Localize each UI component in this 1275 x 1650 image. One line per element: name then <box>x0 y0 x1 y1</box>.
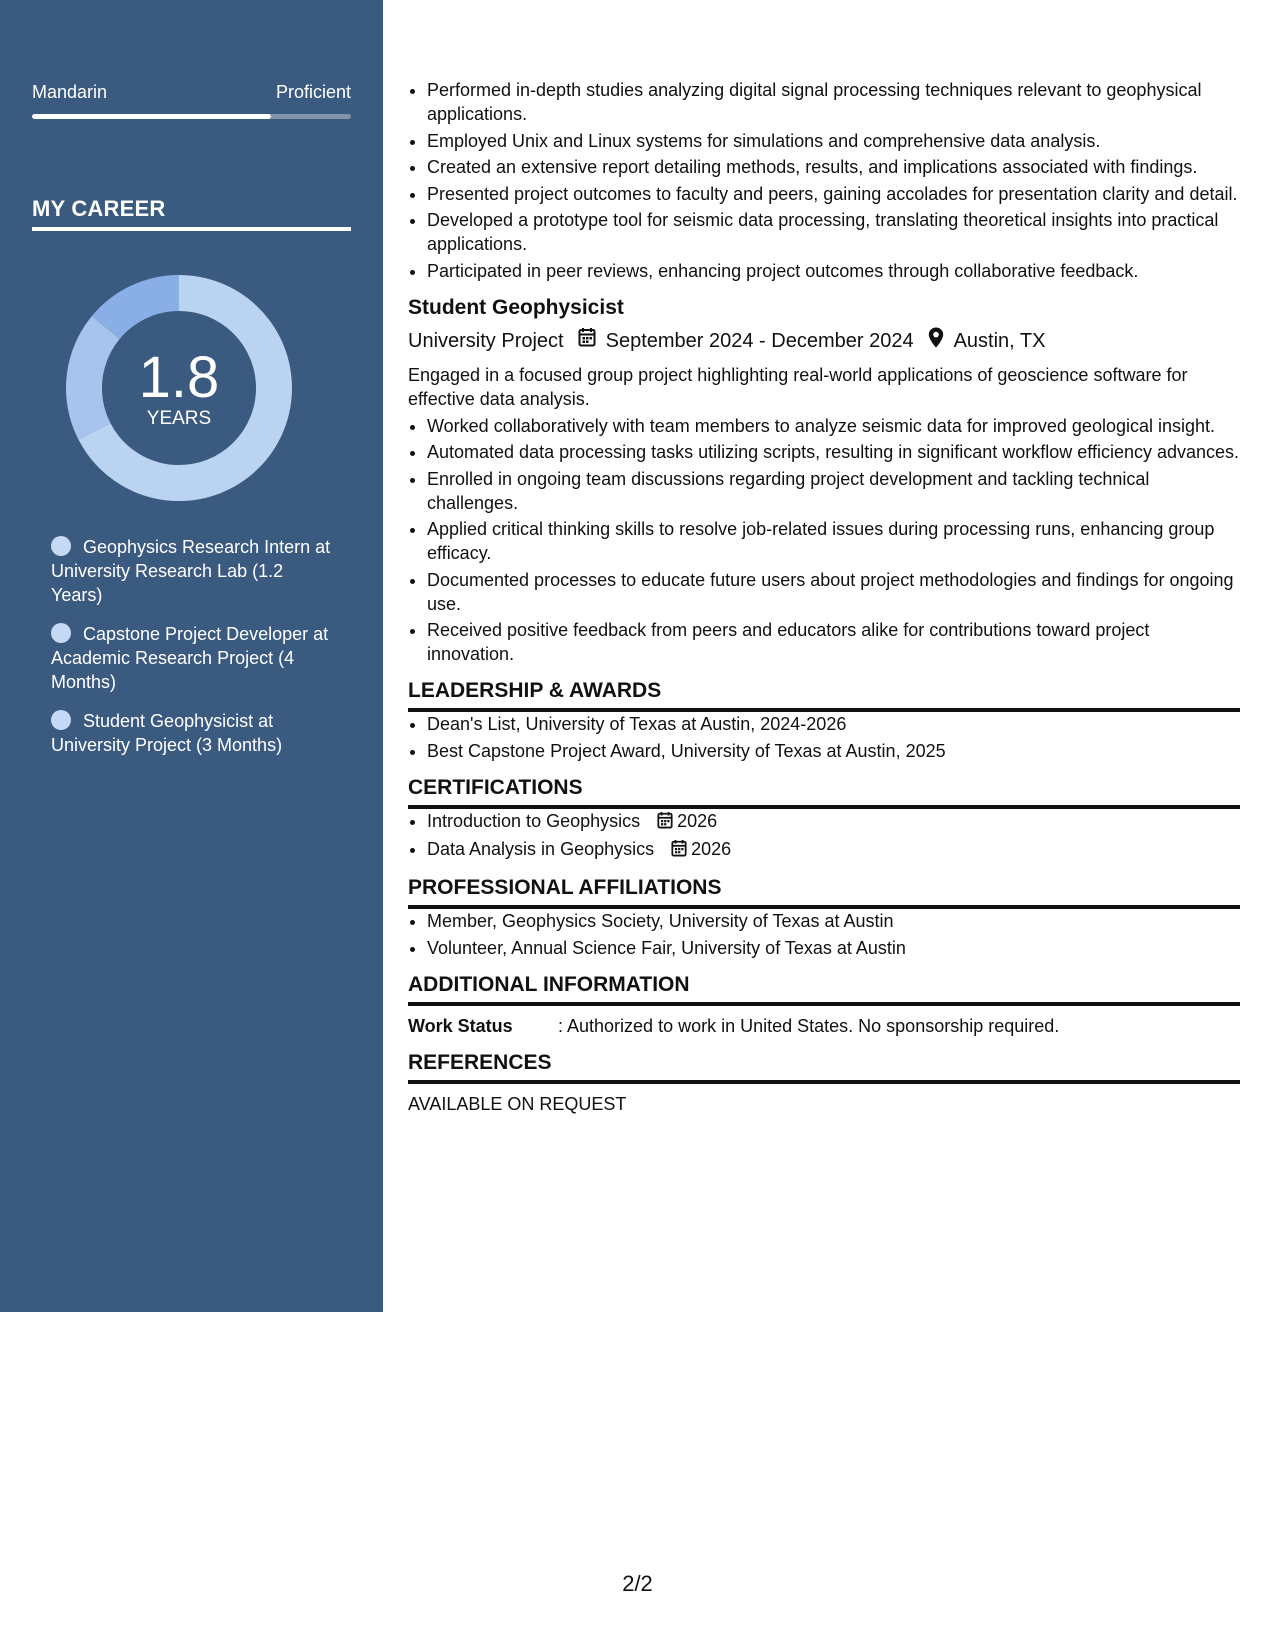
certification-name: Data Analysis in Geophysics <box>427 839 655 859</box>
sidebar <box>0 0 383 1312</box>
bullet-item: • Received positive feedback from peers and educators alike for contributions toward project innovation. <box>427 618 1240 666</box>
job-meta <box>408 327 1240 355</box>
career-dot-icon <box>51 710 71 730</box>
job-bullets <box>408 414 1240 667</box>
leadership-list <box>408 712 1240 763</box>
language-row <box>32 82 351 103</box>
certification-year: 2026 <box>691 839 732 859</box>
career-item <box>51 622 331 694</box>
language-name: Mandarin <box>32 82 108 102</box>
career-item-text: Geophysics Research Intern at University Research Lab (1.2 Years) <box>51 537 331 605</box>
job-title: Student Geophysicist <box>408 295 624 319</box>
bullet-item: • Volunteer, Annual Science Fair, University of Texas at Austin <box>427 936 1240 960</box>
bullet-item: • Employed Unix and Linux systems for simulations and comprehensive data analysis. <box>427 129 1240 153</box>
work-status-row <box>408 1014 1240 1038</box>
references-section-title: REFERENCES <box>408 1050 1240 1084</box>
certifications-list <box>408 809 1240 864</box>
career-list <box>51 535 331 772</box>
work-status-value: : Authorized to work in United States. No sponsorship required. <box>558 1015 1060 1036</box>
page-number: 2/2 <box>622 1571 653 1596</box>
language-proficiency-bar <box>32 114 351 119</box>
calendar-icon <box>657 811 673 835</box>
additional-info-section-title: ADDITIONAL INFORMATION <box>408 972 1240 1006</box>
certification-item <box>427 837 1240 863</box>
career-section-title: MY CAREER <box>32 196 166 221</box>
bullet-item: • Developed a prototype tool for seismic data processing, translating theoretical insights into practical applications. <box>427 208 1240 256</box>
career-total-years: 1.8 <box>138 345 220 410</box>
job-company: University Project <box>408 329 564 352</box>
calendar-icon <box>578 327 596 354</box>
bullet-item: • Presented project outcomes to faculty and peers, gaining accolades for presentation clarity and detail. <box>427 182 1240 206</box>
job-location: Austin, TX <box>953 329 1046 352</box>
bullet-item: • Member, Geophysics Society, University of Texas at Austin <box>427 909 1240 933</box>
certification-name: Introduction to Geophysics <box>427 810 641 831</box>
career-item <box>51 535 331 607</box>
main-content <box>408 78 1240 1116</box>
bullet-item: • Worked collaboratively with team members to analyze seismic data for improved geological insight. <box>427 414 1240 438</box>
career-item <box>51 709 331 757</box>
work-status-label: Work Status <box>408 1015 513 1036</box>
bullet-item: • Best Capstone Project Award, University of Texas at Austin, 2025 <box>427 739 1240 763</box>
bullet-item: • Applied critical thinking skills to resolve job-related issues during processing runs, enhancing group efficacy. <box>427 517 1240 565</box>
career-dot-icon <box>51 623 71 643</box>
leadership-section-title: LEADERSHIP & AWARDS <box>408 678 1240 712</box>
bullet-item: • Documented processes to educate future users about project methodologies and findings for ongoing use. <box>427 568 1240 616</box>
references-text: AVAILABLE ON REQUEST <box>408 1093 627 1114</box>
language-level: Proficient <box>275 82 351 102</box>
previous-job-bullets <box>408 78 1240 283</box>
certification-year: 2026 <box>677 810 718 831</box>
calendar-icon <box>671 839 687 863</box>
career-dot-icon <box>51 536 71 556</box>
job-dates: September 2024 - December 2024 <box>605 329 914 352</box>
bullet-item: • Performed in-depth studies analyzing digital signal processing techniques relevant to geophysical applications. <box>427 78 1240 126</box>
career-title-rule <box>32 227 351 231</box>
bullet-item: • Created an extensive report detailing methods, results, and implications associated with findings. <box>427 155 1240 179</box>
bullet-item: • Enrolled in ongoing team discussions regarding project development and tackling technical challenges. <box>427 467 1240 515</box>
career-item-text: Student Geophysicist at University Project (3 Months) <box>51 711 283 755</box>
job-description: Engaged in a focused group project highlighting real-world applications of geoscience software for effective data analysis. <box>408 364 1188 409</box>
career-total-unit: YEARS <box>146 408 212 429</box>
bullet-item: • Dean's List, University of Texas at Austin, 2024-2026 <box>427 712 1240 736</box>
bullet-item: • Automated data processing tasks utilizing scripts, resulting in significant workflow efficiency advances. <box>427 440 1240 464</box>
certification-item <box>427 809 1240 835</box>
bullet-item: • Participated in peer reviews, enhancing project outcomes through collaborative feedback. <box>427 259 1240 283</box>
affiliations-section-title: PROFESSIONAL AFFILIATIONS <box>408 875 1240 909</box>
location-pin-icon <box>928 327 944 355</box>
certifications-section-title: CERTIFICATIONS <box>408 775 1240 809</box>
career-item-text: Capstone Project Developer at Academic Research Project (4 Months) <box>51 624 329 692</box>
affiliations-list <box>408 909 1240 960</box>
language-proficiency-fill <box>32 114 271 119</box>
